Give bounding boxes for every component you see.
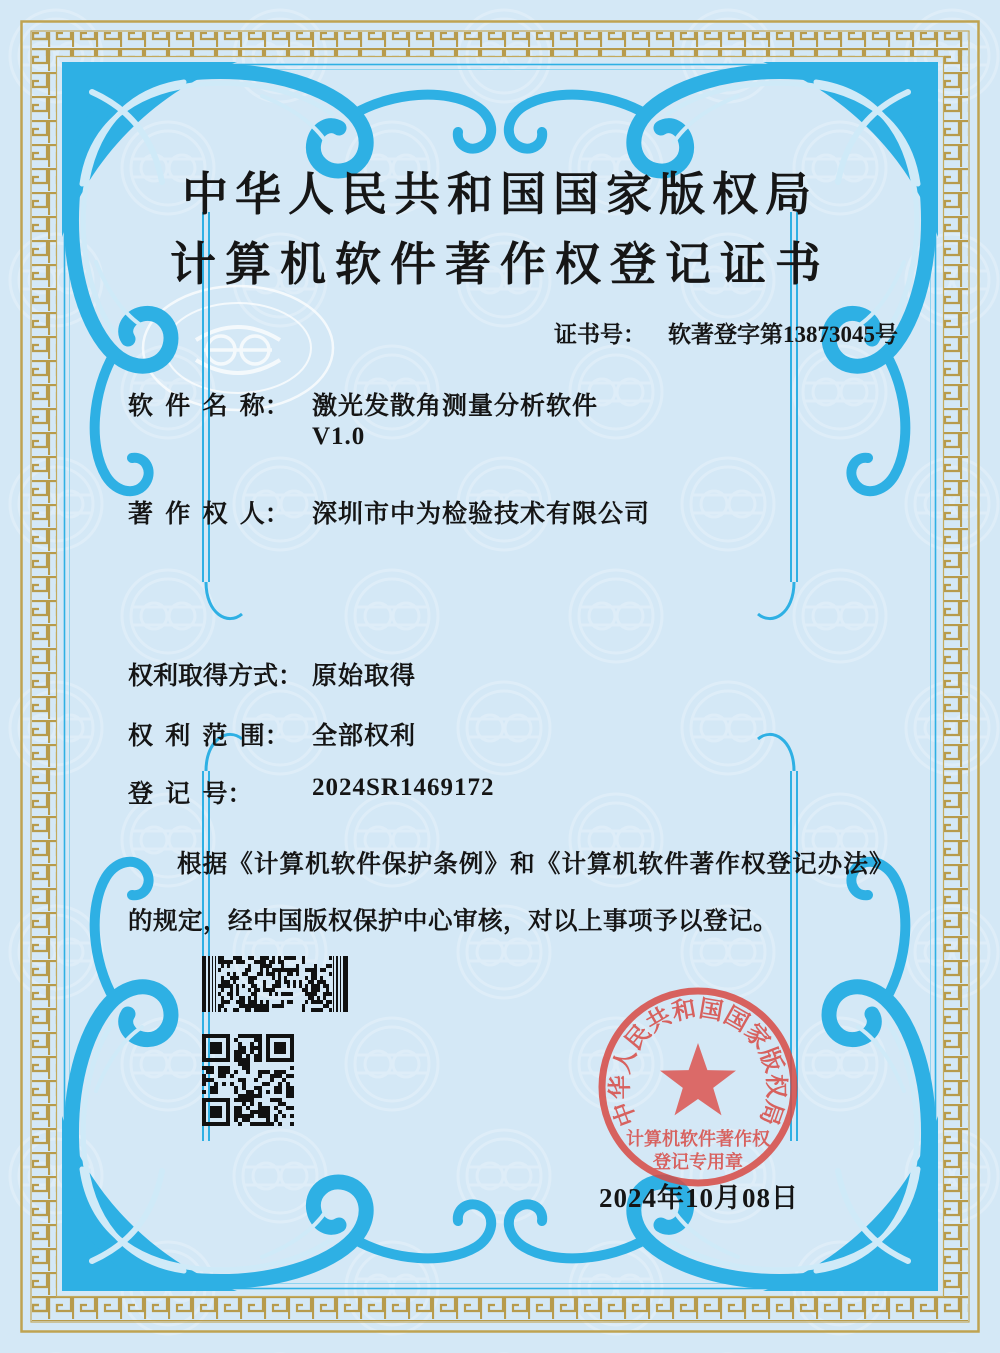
registration-number-label: 登 记 号： [128,781,253,808]
issue-date: 2024年10月08日 [599,1183,799,1213]
copyright-owner-value: 深圳市中为检验技术有限公司 [312,501,651,528]
seal-line2: 登记专用章 [653,1152,743,1172]
registration-number-value: 2024SR1469172 [312,774,495,801]
seal-ring-text: 中华人民共和国国家版权局 [607,996,789,1130]
certificate-number-value: 软著登字第13873045号 [668,322,898,347]
certificate-number-label: 证书号： [554,322,646,347]
registration-statement: 根据《计算机软件保护条例》和《计算机软件著作权登记办法》的规定，经中国版权保护中心审核，对以上事项予以登记。 [128,851,894,935]
seal-line1: 计算机软件著作权 [626,1129,770,1149]
issuer-title: 中华人民共和国国家版权局 [182,169,818,220]
acquisition-method-label: 权利取得方式： [128,663,304,690]
acquisition-method-value: 原始取得 [312,663,417,690]
field-copyright-owner [128,494,908,530]
barcode [202,956,348,1012]
rights-scope-label: 权 利 范 围： [128,723,290,750]
field-registration-number [128,774,908,810]
seal-star [660,1043,736,1115]
copyright-owner-label: 著 作 权 人： [128,501,290,528]
certificate-number [554,316,898,349]
qr-code [202,1034,294,1126]
software-version-value: V1.0 [312,423,366,450]
document-title: 计算机软件著作权登记证书 [170,239,830,290]
field-software-name [128,386,908,450]
rights-scope-value: 全部权利 [312,723,417,750]
field-acquisition-method [128,656,908,692]
software-name-label: 软 件 名 称： [128,393,290,420]
field-rights-scope [128,716,908,752]
software-name-value: 激光发散角测量分析软件 [312,393,599,420]
official-seal [577,968,822,1203]
